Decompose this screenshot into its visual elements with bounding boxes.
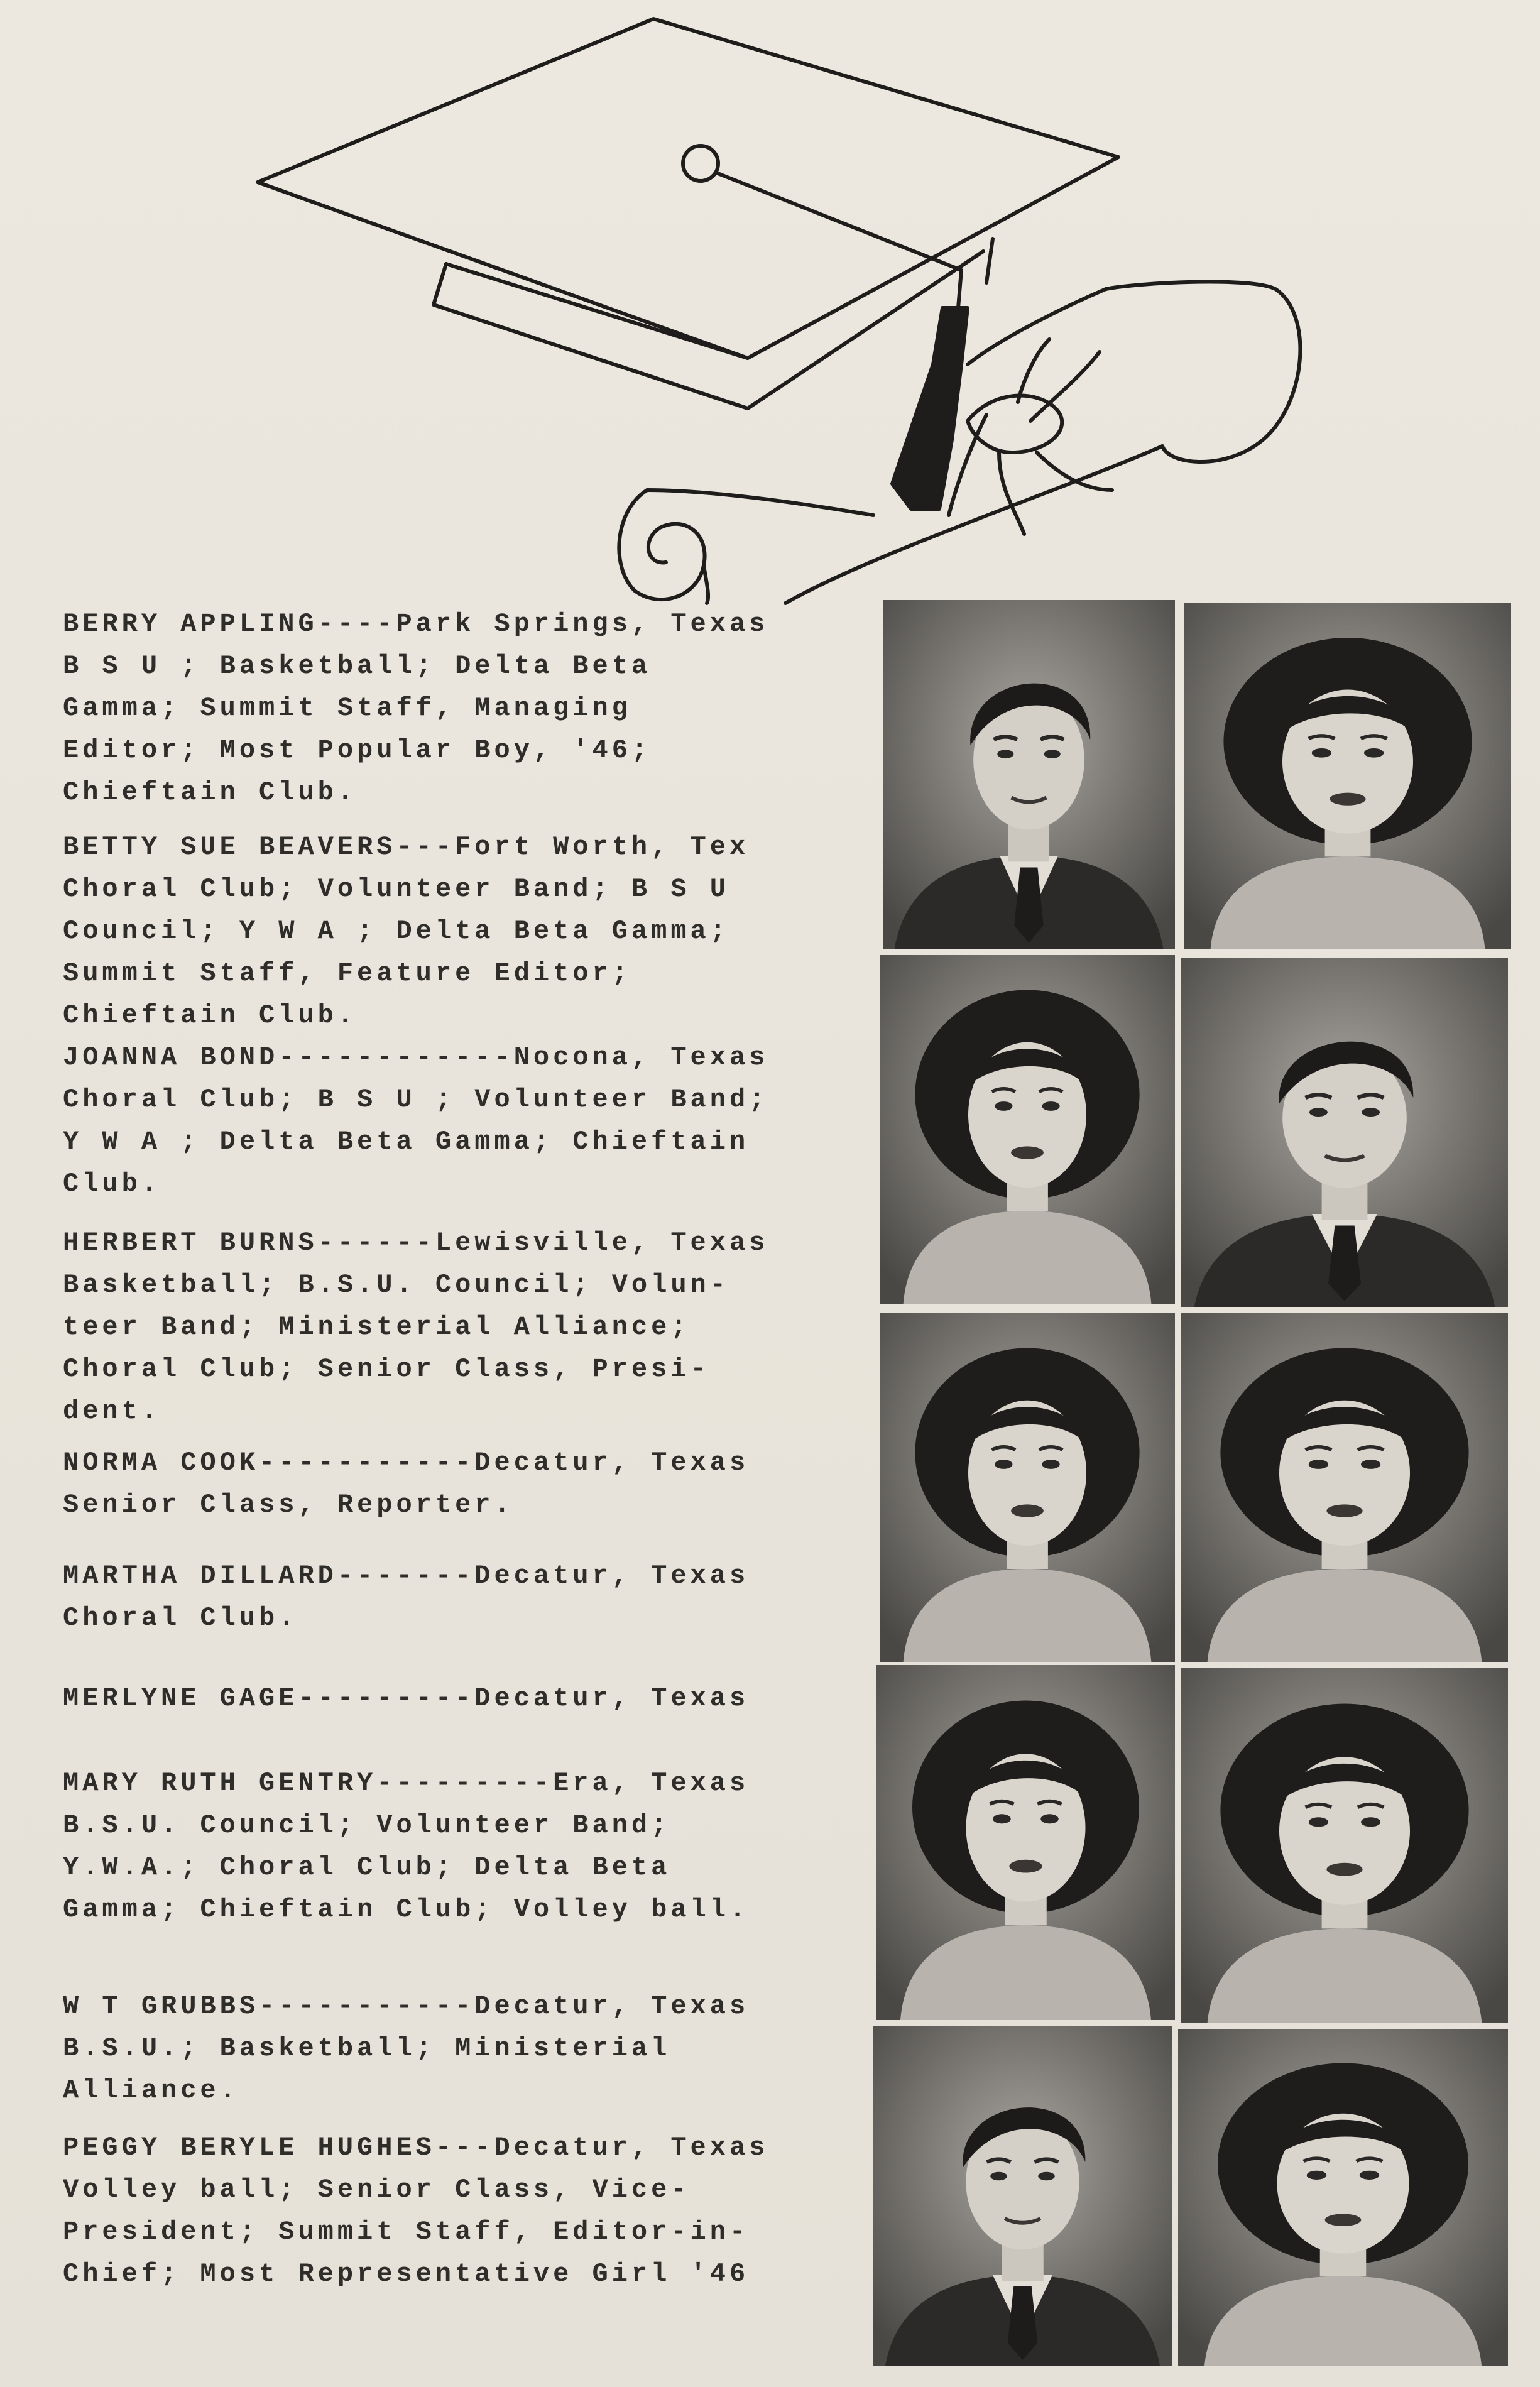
- entry-line: Gamma; Chieftain Club; Volley ball.: [63, 1894, 750, 1925]
- entry-line: Editor; Most Popular Boy, '46;: [63, 735, 652, 765]
- entry-line: Chieftain Club.: [63, 1000, 358, 1030]
- entry-line: Summit Staff, Feature Editor;: [63, 958, 631, 988]
- entry-line: BETTY SUE BEAVERS---Fort Worth, Tex: [63, 832, 750, 862]
- portrait-berry-appling: [883, 600, 1175, 949]
- entry-line: Choral Club; Senior Class, Presi-: [63, 1354, 710, 1384]
- entry-line: MARTHA DILLARD-------Decatur, Texas: [63, 1561, 750, 1591]
- entry-line: Chief; Most Representative Girl '46: [63, 2259, 750, 2289]
- entry-line: Choral Club; B S U ; Volunteer Band;: [63, 1084, 769, 1115]
- entry-line: MARY RUTH GENTRY---------Era, Texas: [63, 1768, 750, 1798]
- portrait-betty-sue-beavers: [1184, 603, 1511, 949]
- portrait-merlyne-gage: [876, 1665, 1175, 2020]
- entry-peggy-beryle-hughes: [63, 2127, 842, 2295]
- portrait-herbert-burns: [1181, 958, 1508, 1307]
- entry-line: Y W A ; Delta Beta Gamma; Chieftain: [63, 1127, 750, 1157]
- entry-line: PEGGY BERYLE HUGHES---Decatur, Texas: [63, 2133, 769, 2163]
- entry-line: NORMA COOK-----------Decatur, Texas: [63, 1448, 750, 1478]
- entry-line: B.S.U. Council; Volunteer Band;: [63, 1810, 671, 1840]
- entry-berry-appling: [63, 603, 842, 814]
- entry-line: Choral Club; Volunteer Band; B S U: [63, 874, 729, 904]
- entry-betty-sue-beavers: [63, 826, 842, 1037]
- entry-line: Gamma; Summit Staff, Managing: [63, 693, 631, 723]
- portrait-mary-ruth-gentry: [1181, 1668, 1508, 2023]
- entry-line: HERBERT BURNS------Lewisville, Texas: [63, 1228, 769, 1258]
- entry-line: MERLYNE GAGE---------Decatur, Texas: [63, 1683, 750, 1713]
- entry-line: BERRY APPLING----Park Springs, Texas: [63, 609, 769, 639]
- entry-line: teer Band; Ministerial Alliance;: [63, 1312, 691, 1342]
- portrait-norma-cook: [880, 1313, 1175, 1662]
- entry-herbert-burns: [63, 1222, 842, 1433]
- graduation-cap-diploma-icon: [245, 13, 1376, 609]
- entry-joanna-bond: [63, 1037, 842, 1205]
- portrait-peggy-beryle-hughes: [1178, 2029, 1508, 2366]
- entry-line: JOANNA BOND------------Nocona, Texas: [63, 1042, 769, 1073]
- entry-line: Basketball; B.S.U. Council; Volun-: [63, 1270, 729, 1300]
- entry-line: President; Summit Staff, Editor-in-: [63, 2217, 750, 2247]
- portrait-w-t-grubbs: [873, 2026, 1172, 2366]
- entry-line: Volley ball; Senior Class, Vice-: [63, 2175, 691, 2205]
- portrait-grid: [870, 597, 1514, 2375]
- entry-mary-ruth-gentry: [63, 1762, 842, 1931]
- entry-w-t-grubbs: [63, 1986, 842, 2112]
- entry-line: B S U ; Basketball; Delta Beta: [63, 651, 652, 681]
- entry-line: dent.: [63, 1396, 161, 1426]
- entry-line: Alliance.: [63, 2075, 239, 2106]
- entry-line: Club.: [63, 1169, 161, 1199]
- entry-norma-cook: [63, 1442, 842, 1526]
- entry-line: Y.W.A.; Choral Club; Delta Beta: [63, 1852, 671, 1882]
- entry-line: Chieftain Club.: [63, 777, 358, 807]
- entry-line: B.S.U.; Basketball; Ministerial: [63, 2033, 671, 2063]
- entry-martha-dillard: [63, 1555, 842, 1639]
- entry-merlyne-gage: [63, 1678, 842, 1720]
- entry-line: W T GRUBBS-----------Decatur, Texas: [63, 1991, 750, 2021]
- portrait-martha-dillard: [1181, 1313, 1508, 1662]
- portrait-joanna-bond: [880, 955, 1175, 1304]
- entry-line: Choral Club.: [63, 1603, 298, 1633]
- entry-line: Council; Y W A ; Delta Beta Gamma;: [63, 916, 729, 946]
- entry-line: Senior Class, Reporter.: [63, 1490, 514, 1520]
